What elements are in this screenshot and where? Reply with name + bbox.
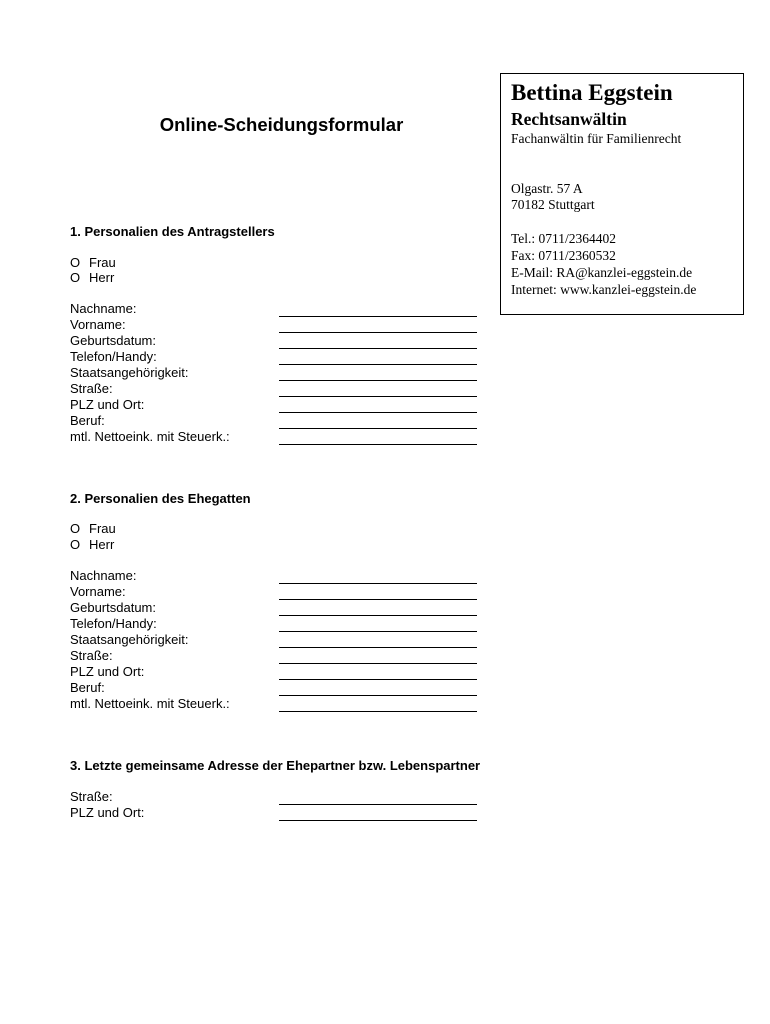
field-label: mtl. Nettoeink. mit Steuerk.: <box>70 696 230 711</box>
field-label: Straße: <box>70 381 113 396</box>
office-street: Olgastr. 57 A <box>511 181 583 196</box>
field-label: PLZ und Ort: <box>70 805 145 820</box>
field-row <box>70 648 480 664</box>
field-row <box>70 397 480 413</box>
field-label: Nachname: <box>70 568 137 583</box>
field-label: Nachname: <box>70 301 137 316</box>
field-label: Straße: <box>70 648 113 663</box>
field-label: Staatsangehörigkeit: <box>70 632 189 647</box>
field-row <box>70 789 480 805</box>
form-title: Online-Scheidungsformular <box>159 114 404 135</box>
field-row <box>70 664 480 680</box>
field-label: PLZ und Ort: <box>70 397 145 412</box>
field-row <box>70 680 480 696</box>
radio-mark: O <box>70 270 81 285</box>
field-label: Beruf: <box>70 413 105 428</box>
nettoeinkommen-input[interactable] <box>279 711 477 712</box>
section-3-heading: 3. Letzte gemeinsame Adresse der Ehepartner bzw. Lebenspartner <box>70 758 481 773</box>
field-label: PLZ und Ort: <box>70 664 145 679</box>
field-label: mtl. Nettoeink. mit Steuerk.: <box>70 429 230 444</box>
field-row <box>70 616 480 632</box>
radio-mark: O <box>70 255 81 270</box>
field-label: Telefon/Handy: <box>70 349 157 364</box>
field-label: Geburtsdatum: <box>70 600 156 615</box>
field-row <box>70 317 480 333</box>
gender-option-herr[interactable] <box>70 270 114 286</box>
field-row <box>70 381 480 397</box>
option-label: Herr <box>89 270 115 285</box>
lawyer-specialty: Fachanwältin für Familienrecht <box>511 131 682 146</box>
lawyer-name: Bettina Eggstein <box>511 80 673 105</box>
lawyer-role: Rechtsanwältin <box>511 109 627 129</box>
field-row <box>70 696 480 712</box>
letterhead-box <box>500 73 744 315</box>
field-row <box>70 805 480 821</box>
office-phone: Tel.: 0711/2364402 <box>511 231 617 246</box>
field-row <box>70 333 480 349</box>
field-label: Straße: <box>70 789 113 804</box>
field-row <box>70 413 480 429</box>
field-row <box>70 568 480 584</box>
section-2-heading: 2. Personalien des Ehegatten <box>70 491 251 506</box>
office-email: E-Mail: RA@kanzlei-eggstein.de <box>511 265 693 280</box>
office-city: 70182 Stuttgart <box>511 197 595 212</box>
field-row <box>70 429 480 445</box>
option-label: Frau <box>89 521 116 536</box>
field-label: Geburtsdatum: <box>70 333 156 348</box>
radio-mark: O <box>70 521 81 536</box>
gender-option-frau[interactable] <box>70 521 116 537</box>
field-label: Telefon/Handy: <box>70 616 157 631</box>
office-fax: Fax: 0711/2360532 <box>511 248 616 263</box>
plz-ort-input[interactable] <box>279 820 477 821</box>
option-label: Herr <box>89 537 115 552</box>
office-website: Internet: www.kanzlei-eggstein.de <box>511 282 697 297</box>
field-row <box>70 632 480 648</box>
gender-option-frau[interactable] <box>70 255 116 271</box>
field-label: Staatsangehörigkeit: <box>70 365 189 380</box>
field-row <box>70 349 480 365</box>
option-label: Frau <box>89 255 116 270</box>
field-row <box>70 365 480 381</box>
section-1-heading: 1. Personalien des Antragstellers <box>70 224 275 239</box>
field-label: Vorname: <box>70 317 126 332</box>
nettoeinkommen-input[interactable] <box>279 444 477 445</box>
field-row <box>70 584 480 600</box>
field-label: Vorname: <box>70 584 126 599</box>
field-row <box>70 301 480 317</box>
gender-option-herr[interactable] <box>70 537 114 553</box>
field-row <box>70 600 480 616</box>
field-label: Beruf: <box>70 680 105 695</box>
radio-mark: O <box>70 537 81 552</box>
